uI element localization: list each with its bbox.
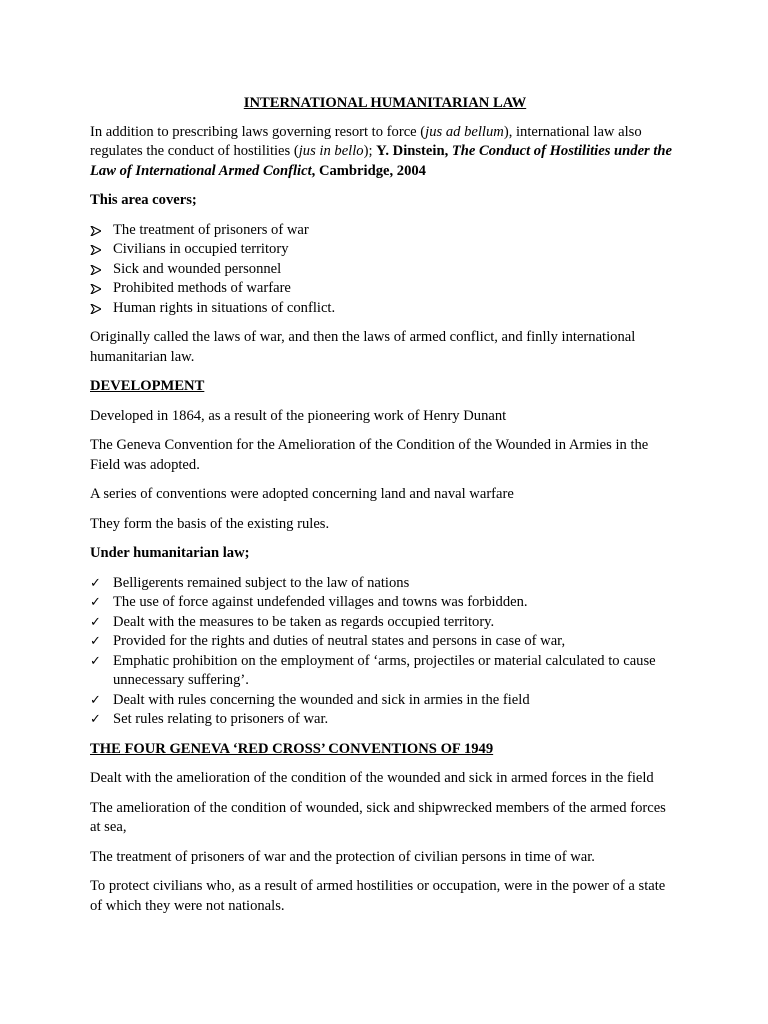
list-item-text: Provided for the rights and duties of neutral states and persons in case of war, (113, 633, 566, 649)
covers-list (90, 221, 680, 319)
list-item (90, 221, 680, 241)
arrow-bullet-icon (90, 221, 108, 236)
list-item-text: Belligerents remained subject to the law of nations (113, 574, 410, 591)
geneva-paragraph: Dealt with the amelioration of the condition of the wounded and sick in armed forces in the field (90, 770, 654, 786)
list-item-text: Civilians in occupied territory (113, 241, 289, 257)
geneva-paragraph: To protect civilians who, as a result of armed hostilities or occupation, were in the power of a state of which they were not nationals. (90, 878, 666, 914)
list-item (90, 632, 680, 652)
check-mark-icon: ✓ (90, 634, 101, 649)
list-item-text: Set rules relating to prisoners of war. (113, 711, 329, 727)
geneva-paragraph: The treatment of prisoners of war and the protection of civilian persons in time of war. (90, 848, 595, 865)
list-item-text: Dealt with the measures to be taken as regards occupied territory. (113, 613, 495, 630)
list-item (90, 710, 680, 730)
list-item (90, 652, 680, 691)
intro-publisher: , Cambridge, 2004 (311, 162, 426, 179)
list-item (90, 613, 680, 633)
list-item (90, 593, 680, 613)
development-paragraph: The Geneva Convention for the Amelioration of the Condition of the Wounded in Armies in the Field was adopted. (90, 437, 649, 473)
check-mark-icon: ✓ (90, 692, 101, 708)
list-item (90, 299, 680, 319)
list-item-text: Prohibited methods of warfare (113, 280, 291, 296)
humanitarian-list (90, 574, 680, 730)
intro-author: Y. Dinstein, (376, 143, 452, 159)
list-item (90, 260, 680, 280)
list-item-text: Emphatic prohibition on the employment of ‘arms, projectiles or material calculated to cause unnecessary suffering’. (113, 652, 656, 688)
intro-text-5: ); (363, 143, 377, 159)
development-paragraph: They form the basis of the existing rules. (90, 515, 330, 532)
intro-text-1: In addition to prescribing laws governing resort to force ( (90, 123, 426, 140)
check-mark-icon: ✓ (90, 653, 101, 669)
list-item (90, 240, 680, 260)
intro-book-title: The Conduct of Hostilities under the Law of International Armed Conflict (90, 143, 673, 179)
list-item-text: Sick and wounded personnel (113, 260, 282, 277)
originally-paragraph: Originally called the laws of war, and then the laws of armed conflict, and finlly international humanitarian law. (90, 329, 636, 365)
intro-text-3: ), international law also regulates the conduct of hostilities ( (90, 123, 642, 159)
development-heading: DEVELOPMENT (90, 378, 205, 394)
list-item-text: Dealt with rules concerning the wounded and sick in armies in the field (113, 691, 530, 708)
humanitarian-heading: Under humanitarian law; (90, 545, 250, 561)
development-paragraph: A series of conventions were adopted concerning land and naval warfare (90, 486, 514, 502)
list-item (90, 691, 680, 711)
check-mark-icon: ✓ (90, 595, 101, 610)
list-item (90, 574, 680, 594)
check-mark-icon: ✓ (90, 712, 101, 727)
check-mark-icon: ✓ (90, 575, 101, 591)
development-paragraph: Developed in 1864, as a result of the pioneering work of Henry Dunant (90, 407, 507, 424)
list-item-text: The use of force against undefended villages and towns was forbidden. (113, 594, 528, 610)
document-title: INTERNATIONAL HUMANITARIAN LAW (243, 95, 527, 111)
intro-paragraph (90, 123, 680, 182)
document-page (90, 94, 680, 926)
arrow-bullet-icon (90, 240, 108, 255)
arrow-bullet-icon (90, 260, 108, 275)
list-item-text: The treatment of prisoners of war (113, 221, 309, 238)
intro-jus-ad-bellum: jus ad bellum (425, 123, 504, 140)
list-item-text: Human rights in situations of conflict. (113, 299, 336, 316)
intro-jus-in-bello: jus in bello (298, 143, 364, 159)
arrow-bullet-icon (90, 279, 108, 294)
list-item (90, 279, 680, 299)
arrow-bullet-icon (90, 299, 108, 314)
check-mark-icon: ✓ (90, 614, 101, 630)
geneva-heading: THE FOUR GENEVA ‘RED CROSS’ CONVENTIONS OF 1949 (90, 740, 494, 757)
geneva-paragraph: The amelioration of the condition of wounded, sick and shipwrecked members of the armed forces at sea, (90, 799, 666, 835)
covers-heading: This area covers; (90, 192, 197, 208)
